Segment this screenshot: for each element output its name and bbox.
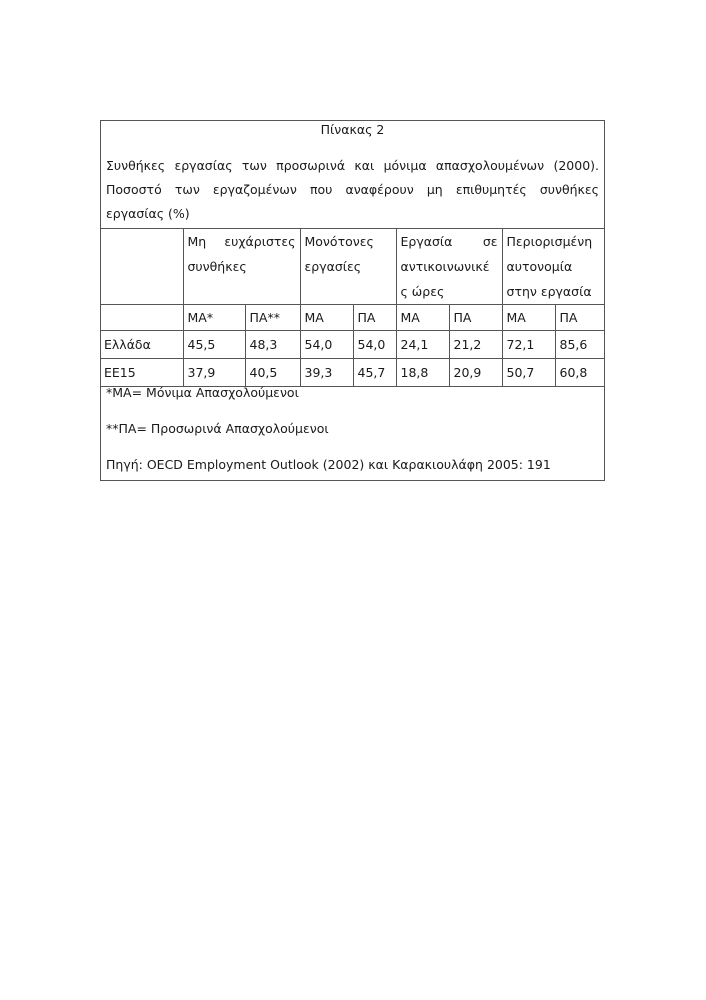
- description-line: Ποσοστό των εργαζομένων που αναφέρουν μη επιθυμητές συνθήκες: [106, 182, 599, 197]
- data-cell: 45,7: [353, 359, 396, 387]
- note-ma: *ΜΑ= Μόνιμα Απασχολούμενοι: [106, 385, 299, 400]
- table-notes: [100, 384, 605, 473]
- group-header-unpleasant: [183, 229, 300, 305]
- subheader-cell: ΠΑ: [449, 305, 502, 331]
- subheader-cell: ΜΑ: [396, 305, 449, 331]
- group-header-line: Μονότονες: [304, 234, 374, 249]
- data-cell: 60,8: [555, 359, 605, 387]
- group-header-limited-autonomy: [502, 229, 605, 305]
- group-header-line: Περιορισμένη: [506, 234, 593, 249]
- table-description: [106, 154, 599, 226]
- data-cell: 21,2: [449, 331, 502, 359]
- data-cell: 24,1: [396, 331, 449, 359]
- table-title: Πίνακας 2: [320, 122, 385, 137]
- subheader-cell: ΠΑ: [353, 305, 396, 331]
- description-line: Συνθήκες εργασίας των προσωρινά και μόνιμα απασχολουμένων (2000).: [106, 158, 599, 173]
- subheader-cell: ΜΑ: [502, 305, 555, 331]
- row-label: ΕΕ15: [100, 359, 183, 387]
- table-row: [100, 331, 605, 359]
- group-header-line: Μη ευχάριστες: [187, 234, 296, 249]
- data-cell: 72,1: [502, 331, 555, 359]
- group-header-line: αυτονομία: [506, 259, 573, 274]
- group-header-line: αντικοινωνικέ: [400, 259, 490, 274]
- row-label: Ελλάδα: [100, 331, 183, 359]
- data-cell: 20,9: [449, 359, 502, 387]
- group-header-line: εργασίες: [304, 259, 362, 274]
- table-caption: [100, 120, 605, 226]
- data-cell: 85,6: [555, 331, 605, 359]
- group-header-line: συνθήκες: [187, 259, 247, 274]
- group-header-row: [100, 229, 605, 305]
- data-cell: 54,0: [353, 331, 396, 359]
- subheader-cell: ΠΑ: [555, 305, 605, 331]
- data-cell: 50,7: [502, 359, 555, 387]
- subheader-cell: ΜΑ*: [183, 305, 245, 331]
- subheader-row: [100, 305, 605, 331]
- empty-label-cell: [100, 305, 183, 331]
- subheader-cell: ΜΑ: [300, 305, 353, 331]
- group-header-line: ς ώρες: [400, 284, 445, 299]
- data-cell: 40,5: [245, 359, 300, 387]
- subheader-cell: ΠΑ**: [245, 305, 300, 331]
- table-row: [100, 359, 605, 387]
- description-line: εργασίας (%): [106, 206, 190, 221]
- group-header-line: στην εργασία: [506, 284, 592, 299]
- empty-corner-cell: [100, 229, 183, 305]
- data-cell: 37,9: [183, 359, 245, 387]
- data-cell: 48,3: [245, 331, 300, 359]
- group-header-antisocial-hours: [396, 229, 502, 305]
- source-note: Πηγή: OECD Employment Outlook (2002) και Καρακιουλάφη 2005: 191: [106, 457, 551, 472]
- data-cell: 45,5: [183, 331, 245, 359]
- working-conditions-table: [100, 228, 605, 387]
- note-pa: **ΠΑ= Προσωρινά Απασχολούμενοι: [106, 421, 329, 436]
- group-header-monotonous: [300, 229, 396, 305]
- data-cell: 18,8: [396, 359, 449, 387]
- data-cell: 54,0: [300, 331, 353, 359]
- data-cell: 39,3: [300, 359, 353, 387]
- group-header-line: Εργασία σε: [400, 234, 498, 249]
